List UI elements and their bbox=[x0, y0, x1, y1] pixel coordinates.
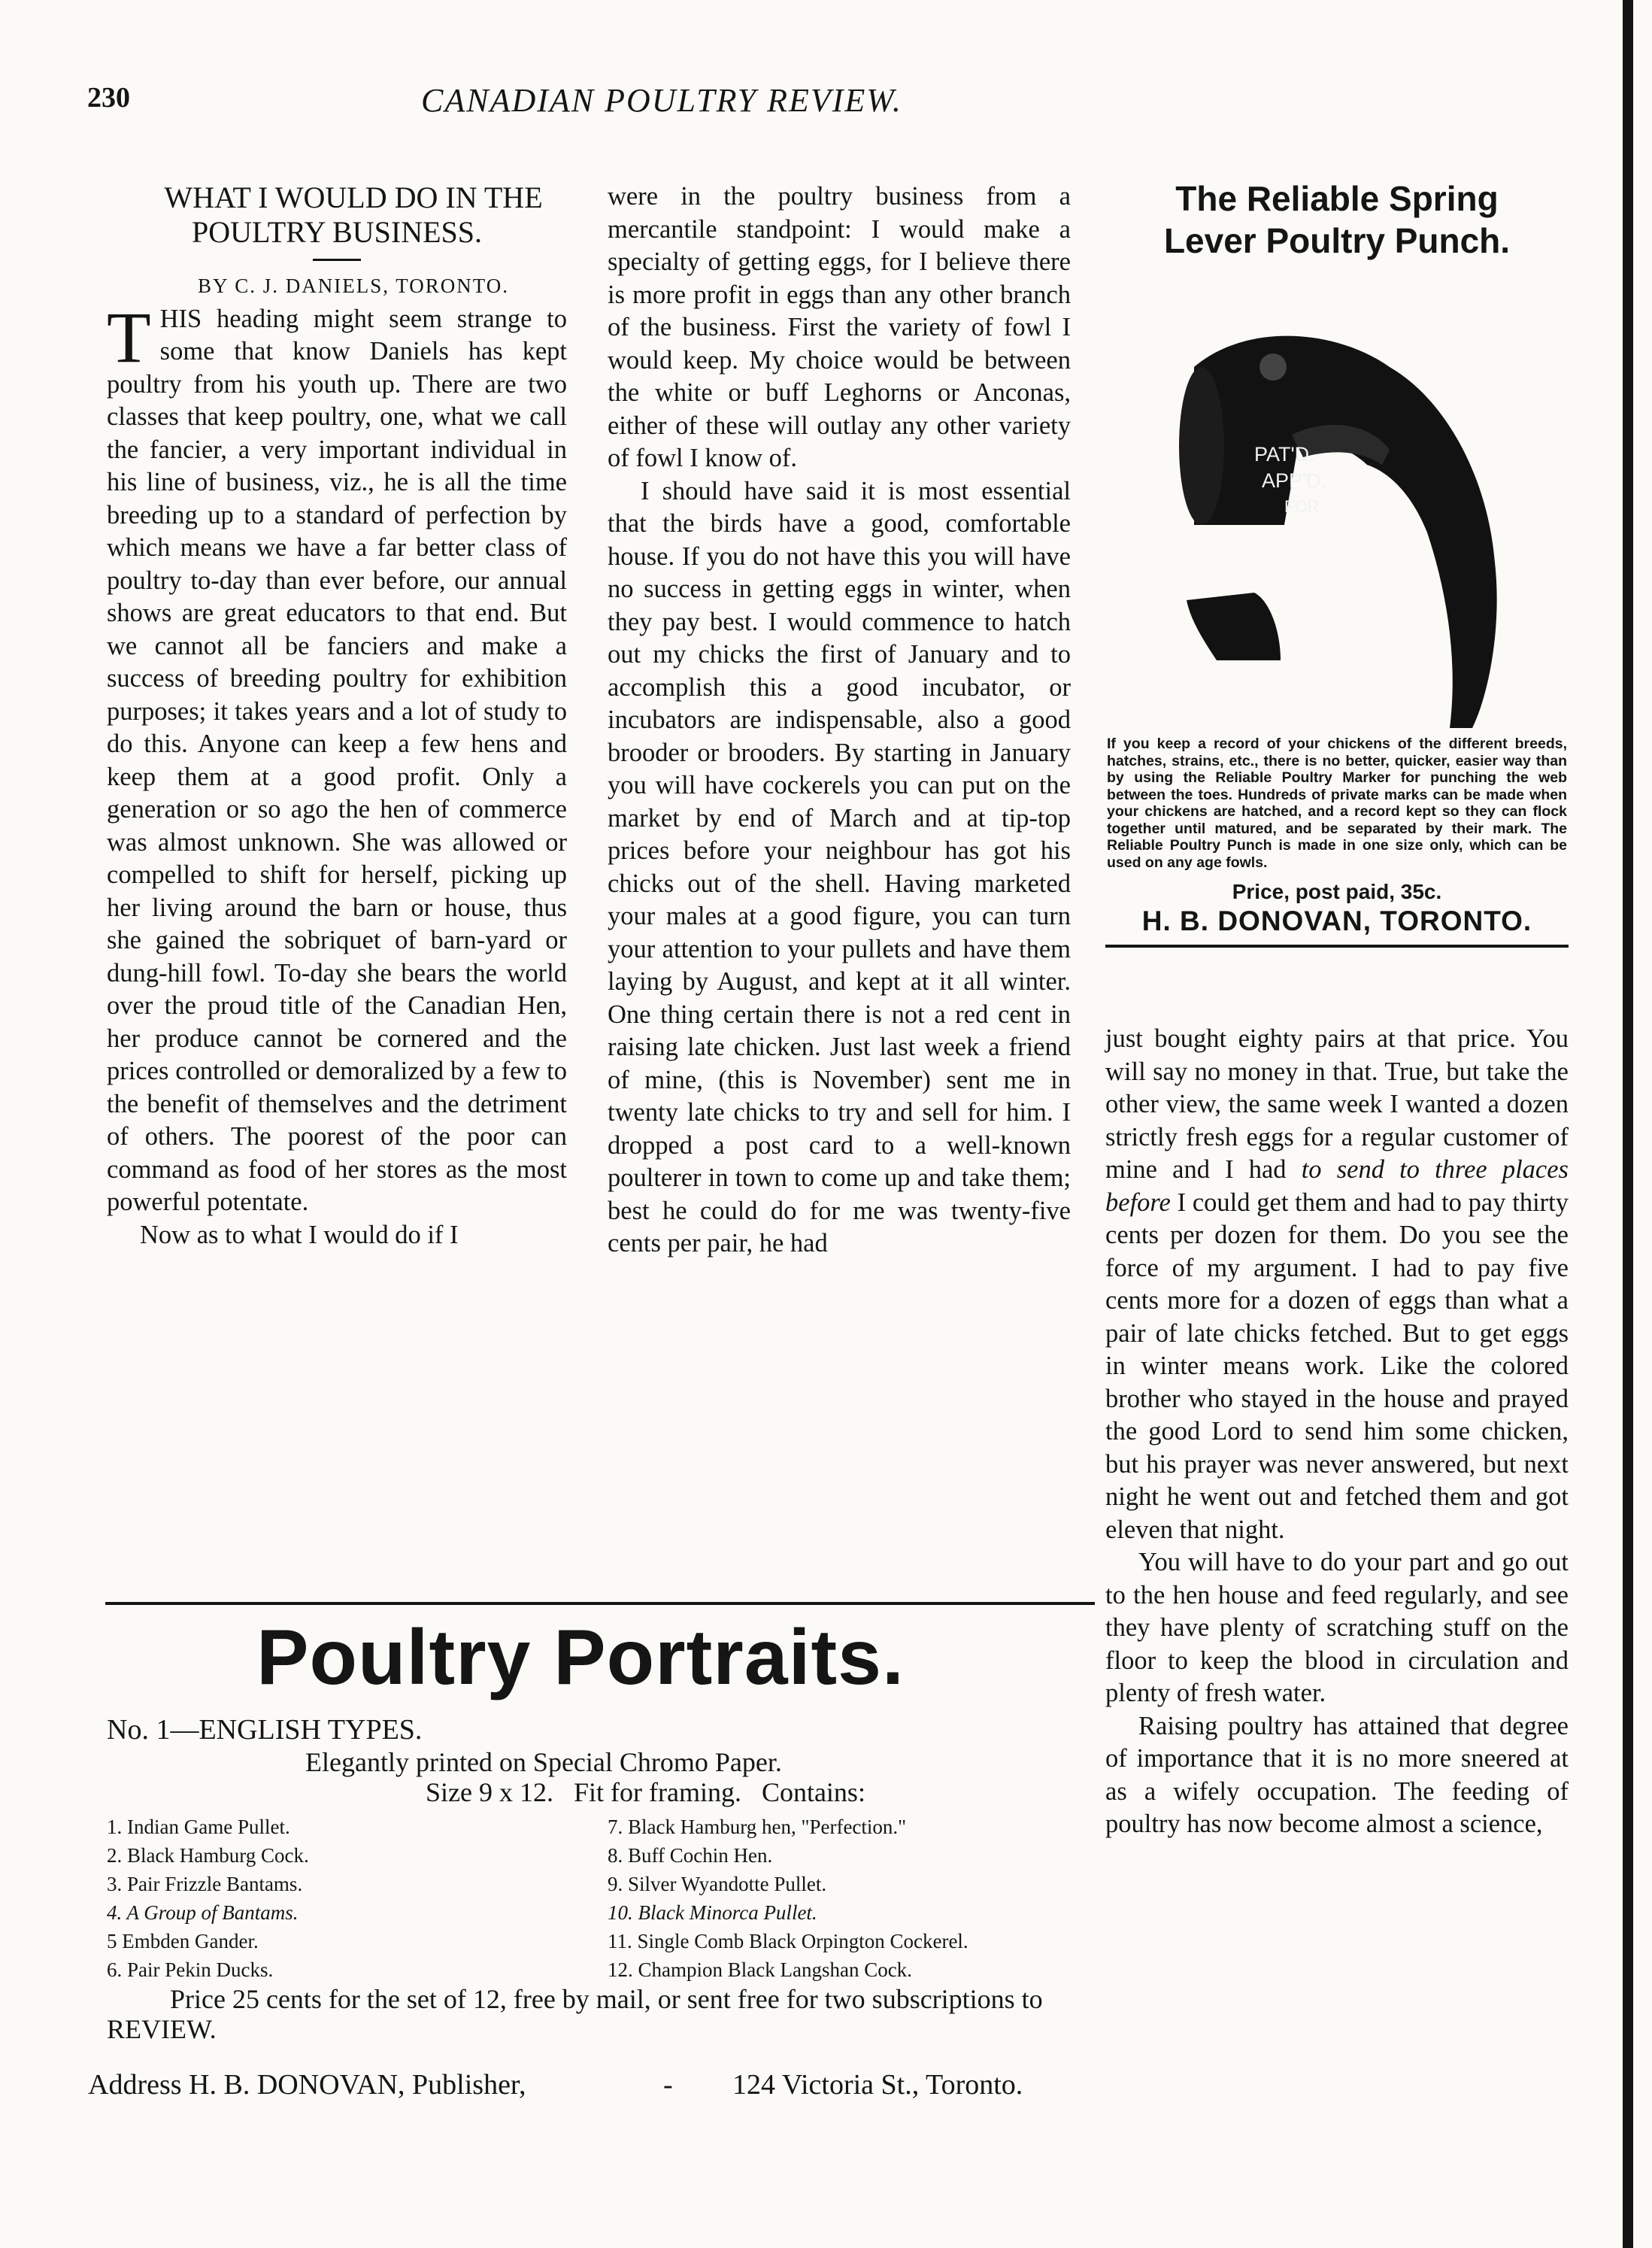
article-title: WHAT I WOULD DO IN THE POULTRY BUSINESS. bbox=[164, 181, 543, 249]
poultry-portraits-advertisement bbox=[84, 1602, 1077, 2101]
pat-label-line-3: FOR bbox=[1284, 497, 1320, 516]
title-rule bbox=[313, 259, 361, 261]
pat-label-line-2: APP'D. bbox=[1262, 469, 1327, 492]
article-paragraph: just bought eighty pairs at that price. You will say no money in that. True, but take the other view, the same week I wanted a dozen strictly fresh eggs for a regular customer of mine and I had to send to three places before I could get them and had to pay thirty cents per dozen for them. Do you see the force of my argument. I had to pay five cents more for a dozen of eggs than what a pair of late chicks fetched. But to get eggs in winter means work. Like the colored brother who stayed in the house and prayed the good Lord to send him some chicken, but his prayer was never answered, but next night he went out and fetched them and got eleven that night. bbox=[1105, 1024, 1569, 1544]
list-item: 12. Champion Black Langshan Cock. bbox=[608, 1958, 912, 1981]
list-item: 9. Silver Wyandotte Pullet. bbox=[608, 1873, 827, 1895]
list-item: 8. Buff Cochin Hen. bbox=[608, 1844, 773, 1867]
ad-title-line-1: The Reliable Spring bbox=[1175, 179, 1499, 218]
list-item: 1. Indian Game Pullet. bbox=[107, 1816, 290, 1838]
article-paragraph: You will have to do your part and go out to the hen house and feed regularly, and see they have plenty of scratching stuff on the floor to keep the blood in circulation and plenty of fresh water. bbox=[1105, 1548, 1569, 1707]
article-column-3 bbox=[1105, 1023, 1569, 1841]
article-paragraph: Raising poultry has attained that degree of importance that it is no more sneered at as a wifely occupation. The feeding of poultry has now become almost a science, bbox=[1105, 1711, 1569, 1838]
list-item: 10. Black Minorca Pullet. bbox=[608, 1901, 817, 1924]
ad-divider bbox=[1105, 945, 1569, 948]
street-address: 124 Victoria St., Toronto. bbox=[732, 2069, 1023, 2101]
article-paragraph: Now as to what I would do if I bbox=[140, 1220, 459, 1249]
page-edge-shadow bbox=[1623, 0, 1633, 2248]
ad-price: Price, post paid, 35c. bbox=[1232, 880, 1442, 903]
poultry-punch-illustration bbox=[1141, 277, 1532, 728]
ad-title-line-2: Lever Poultry Punch. bbox=[1163, 221, 1511, 260]
list-item: 7. Black Hamburg hen, "Perfection." bbox=[608, 1816, 907, 1838]
poultry-punch-advertisement bbox=[1105, 177, 1569, 948]
list-item: 5 Embden Gander. bbox=[107, 1930, 259, 1952]
portraits-top-rule bbox=[105, 1602, 1095, 1605]
list-item: 6. Pair Pekin Ducks. bbox=[107, 1958, 274, 1981]
article-paragraph: I should have said it is most essential that the birds have a good, comfortable house. If you do not have this you will have no success in getting eggs in winter, when they pay best. I would commence to hatch out my chicks the first of January and to accomplish this a good incubator, or incubators are indispensable, also a good brooder or brooders. By starting in January you will have cockerels you can put on the market by end of March and at tip-top prices before your neighbour has got his chicks out of the shell. Having marketed your males at a good figure, you can turn your attention to your pullets and have them laying by August, and kept at it all winter. One thing certain there is not a red cent in raising late chicken. Just last week a friend of mine, (this is November) sent me in twenty late chicks to try and sell for him. I dropped a post card to a well-known poulterer in town to come up and take them; best he could do for me was twenty-five cents per pair, he had bbox=[608, 476, 1071, 1257]
list-item: 11. Single Comb Black Orpington Cockerel. bbox=[608, 1930, 968, 1952]
emphasis-text: to send to three places before bbox=[1105, 1155, 1569, 1217]
drop-cap: T bbox=[107, 296, 151, 378]
page-number: 230 bbox=[87, 82, 130, 114]
pat-label-line-1: PAT'D. bbox=[1254, 443, 1315, 466]
portraits-title: Poultry Portraits. bbox=[256, 1614, 905, 1701]
portraits-subtitle-2: Size 9 x 12. Fit for framing. Contains: bbox=[426, 1777, 865, 1807]
address-separator: - bbox=[663, 2069, 673, 2101]
portraits-subtitle-1: Elegantly printed on Special Chromo Paper. bbox=[305, 1747, 782, 1777]
portraits-price: Price 25 cents for the set of 12, free by mail, or sent free for two subscriptions to REVIEW. bbox=[107, 1984, 1043, 2044]
portraits-list-left bbox=[107, 1813, 309, 1984]
ad-description: If you keep a record of your chickens of the different breeds, hatches, strains, etc., there is no better, quicker, easier way than by using the Reliable Poultry Marker for punching the web between the toes. Hundreds of private marks can be made when your chickens are hatched, and a record kept so they can flock together until matured, and be separated by their mark. The Reliable Poultry Punch is made in one size only, which can be used on any age fowls. bbox=[1107, 736, 1567, 871]
ad-seller: H. B. DONOVAN, TORONTO. bbox=[1141, 906, 1532, 936]
article-paragraph: THIS heading might seem strange to some that know Daniels has kept poultry from his youth up. There are two classes that keep poultry, one, what we call the fancier, a very important individual in his line of business, viz., he is all the time breeding up to a standard of perfection by which means we have a far better class of poultry to-day than ever before, our annual shows are great educators to that end. But we cannot all be fanciers and make a success of breeding poultry for exhibition purposes; it takes years and a lot of study to do this. Anyone can keep a few hens and keep them at a good profit. Only a generation or so ago the hen of commerce was almost unknown. She was allowed or compelled to shift for herself, picking up her living around the barn or house, thus she gained the sobriquet of barn-yard or dung-hill fowl. To-day she bears the world over the proud title of the Canadian Hen, her produce cannot be cornered and the prices controlled or demoralized by a few to the benefit of themselves and the detriment of others. The poorest of the poor can command as food of her stores as the most powerful potentate. bbox=[107, 296, 567, 1216]
publication-title: CANADIAN POULTRY REVIEW. bbox=[421, 82, 902, 119]
article-byline: BY C. J. DANIELS, TORONTO. bbox=[197, 275, 510, 297]
article-column-2 bbox=[608, 181, 1071, 1261]
publisher-address: Address H. B. DONOVAN, Publisher, bbox=[88, 2069, 526, 2101]
portraits-series: No. 1—ENGLISH TYPES. bbox=[107, 1714, 423, 1746]
article-paragraph: were in the poultry business from a mercantile standpoint: I would make a specialty of getting eggs, for I believe there is more profit in eggs than any other branch of the business. First the variety of fowl I would keep. My choice would be between the white or buff Leghorns or Anconas, either of these will outlay any other variety of fowl I know of. bbox=[608, 182, 1071, 472]
article-column-1 bbox=[107, 181, 567, 1251]
list-item: 2. Black Hamburg Cock. bbox=[107, 1844, 309, 1867]
list-item: 4. A Group of Bantams. bbox=[107, 1901, 299, 1924]
list-item: 3. Pair Frizzle Bantams. bbox=[107, 1873, 303, 1895]
portraits-list-right bbox=[608, 1813, 968, 1984]
